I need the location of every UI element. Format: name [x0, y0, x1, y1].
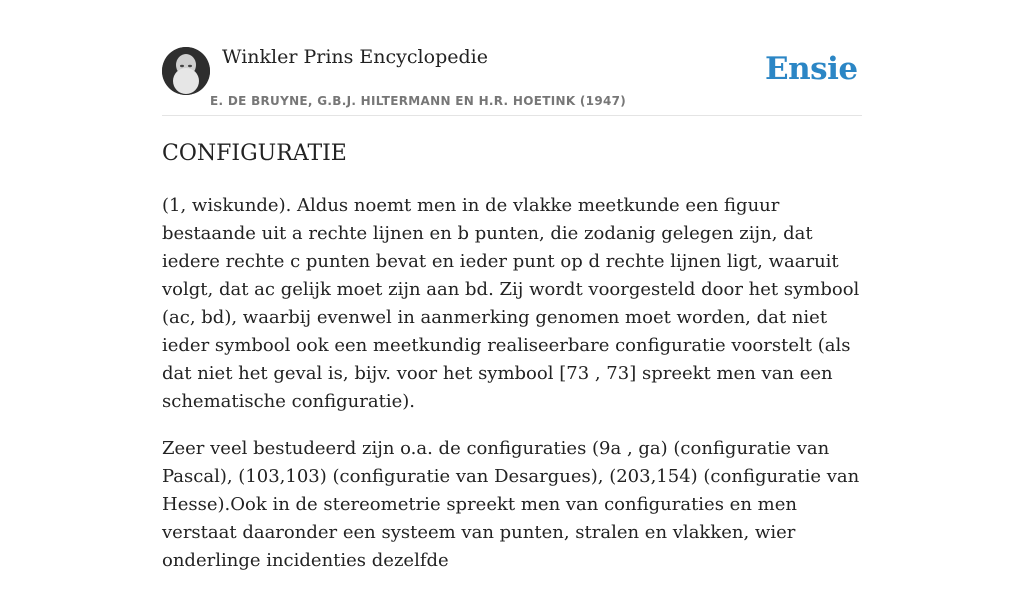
author-portrait-avatar — [162, 47, 210, 95]
site-name[interactable]: Winkler Prins Encyclopedie — [222, 46, 488, 68]
article-paragraph: (1, wiskunde). Aldus noemt men in de vlakke meetkunde een figuur bestaande uit a rechte lijnen en b punten, die zodanig gelegen zijn, dat iedere rechte c punten bevat en ieder punt op d rechte lijnen ligt, waaruit volgt, dat ac gelijk moet zijn aan bd. Zij wordt voorgesteld door het symbool (ac, bd), waarbij evenwel in aanmerking genomen moet worden, dat niet ieder symbool ook een meetkundig realiseerbare configuratie voorstelt (als dat niet het geval is, bijv. voor het symbool [73 , 73] spreekt men van een schematische configuratie). — [162, 195, 860, 412]
ensie-logo[interactable]: Ensie — [765, 51, 858, 87]
article-body — [162, 192, 862, 594]
article-paragraph: Zeer veel bestudeerd zijn o.a. de configuraties (9a , ga) (configuratie van Pascal), (103,103) (configuratie van Desargues), (203,154) (configuratie van Hesse).Ook in de stereometrie spreekt men van configuraties en men verstaat daaronder een systeem van punten, stralen en vlakken, wier onderlinge incidenties dezelfde — [162, 438, 860, 571]
header-divider — [162, 115, 862, 116]
article-title: CONFIGURATIE — [162, 141, 347, 166]
authors-byline: E. DE BRUYNE, G.B.J. HILTERMANN EN H.R. HOETINK (1947) — [210, 94, 627, 108]
